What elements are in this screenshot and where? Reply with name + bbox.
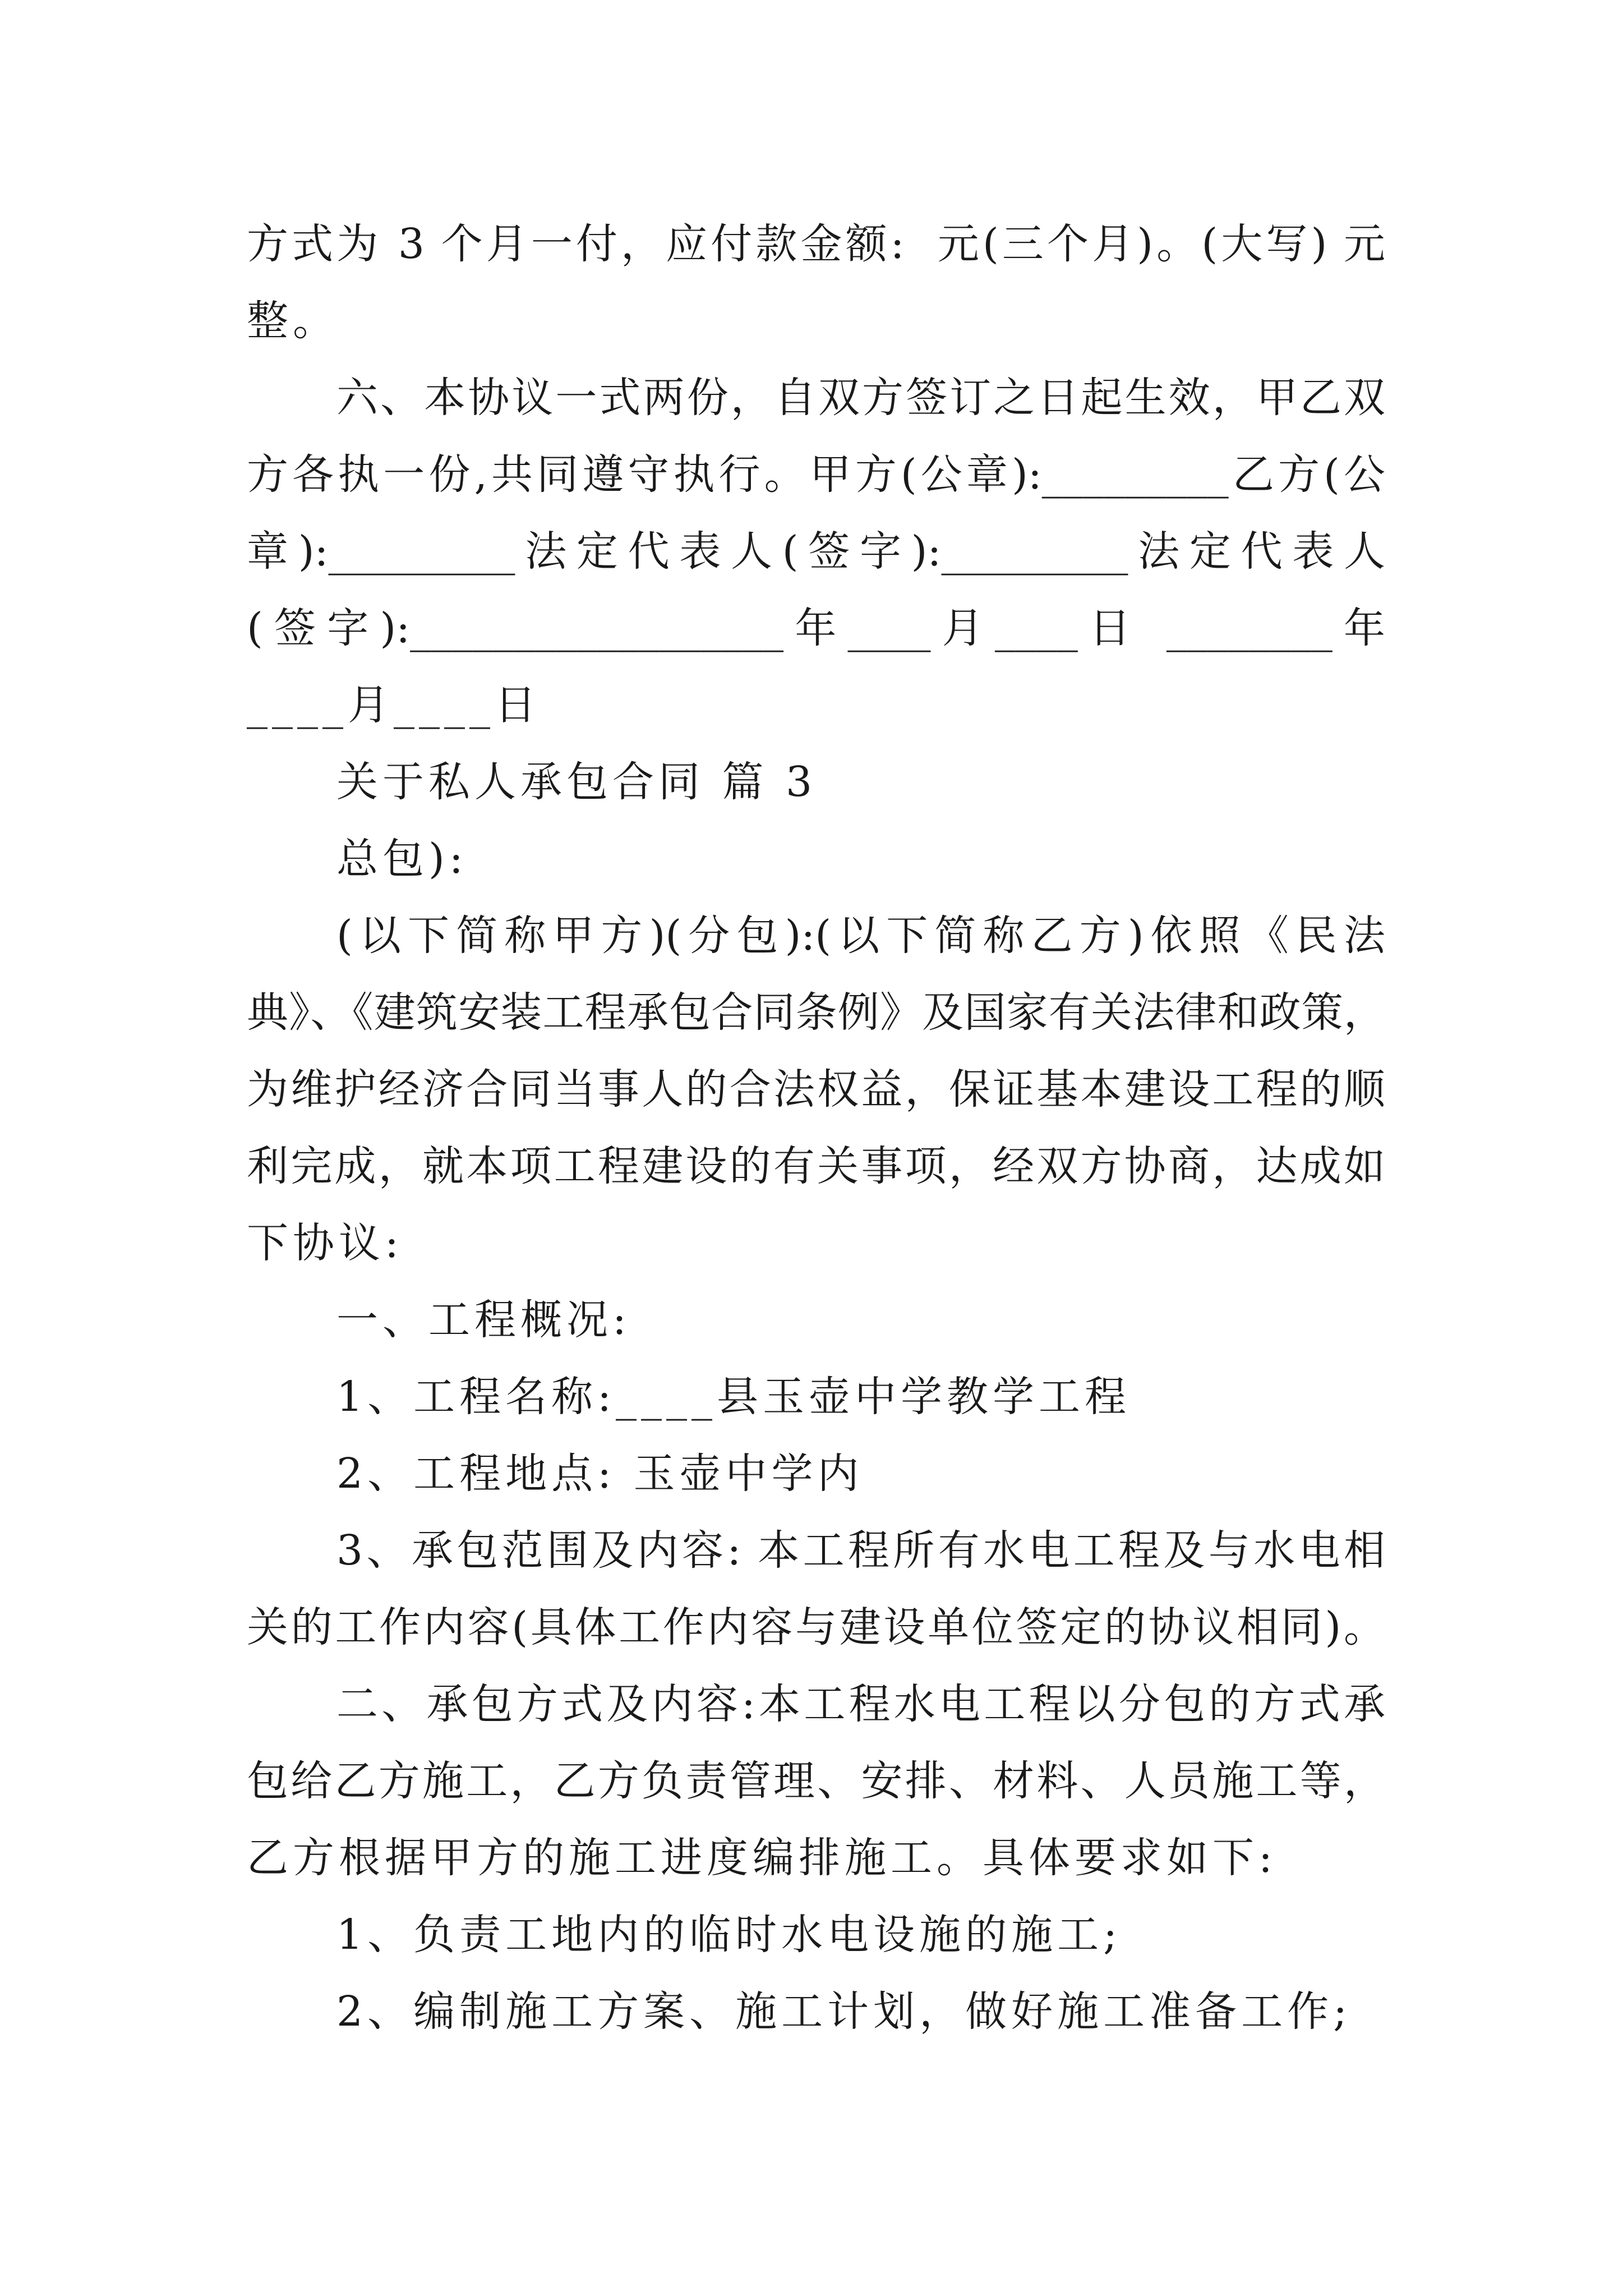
text-line: 章):_________法定代表人(签字):_________法定代表人 xyxy=(247,527,1385,576)
text-line: 下协议: xyxy=(247,1219,403,1267)
text-line: 整。 xyxy=(247,297,339,345)
text-line: (签字):__________________年____月____日 ________年 xyxy=(247,604,1385,652)
text-line: 关于私人承包合同 篇 3 xyxy=(336,758,817,806)
text-line: 二、承包方式及内容:本工程水电工程以分包的方式承 xyxy=(336,1680,1385,1728)
text-line: 典》、《建筑安装工程承包合同条例》及国家有关法律和政策， xyxy=(247,988,1385,1037)
text-line: 3、承包范围及内容: 本工程所有水电工程及与水电相 xyxy=(336,1526,1385,1575)
text-line: 包给乙方施工，乙方负责管理、安排、材料、人员施工等， xyxy=(247,1757,1385,1805)
text-line: 2、编制施工方案、施工计划，做好施工准备工作; xyxy=(336,1987,1352,2036)
text-line: 乙方根据甲方的施工进度编排施工。具体要求如下: xyxy=(247,1834,1277,1882)
text-line: (以下简称甲方)(分包):(以下简称乙方)依照《民法 xyxy=(336,912,1385,960)
text-line: 1、负责工地内的临时水电设施的施工; xyxy=(336,1911,1122,1959)
text-line: 利完成，就本项工程建设的有关事项，经双方协商，达成如 xyxy=(247,1142,1385,1190)
text-line: 六、本协议一式两份，自双方签订之日起生效，甲乙双 xyxy=(336,374,1385,422)
text-line: 总包): xyxy=(336,835,468,883)
text-line: 一、工程概况: xyxy=(336,1296,631,1344)
text-line: 关的工作内容(具体工作内容与建设单位签定的协议相同)。 xyxy=(247,1603,1385,1651)
text-line: 2、工程地点: 玉壶中学内 xyxy=(336,1450,864,1498)
text-line: 为维护经济合同当事人的合法权益，保证基本建设工程的顺 xyxy=(247,1065,1385,1114)
text-line: 方式为 3 个月一付，应付款金额: 元(三个月)。(大写) 元 xyxy=(247,220,1385,268)
text-line: 方各执一份,共同遵守执行。甲方(公章):_________乙方(公 xyxy=(247,450,1385,499)
text-line: ____月____日 xyxy=(247,681,541,729)
text-line: 1、工程名称:____县玉壶中学教学工程 xyxy=(336,1373,1131,1421)
